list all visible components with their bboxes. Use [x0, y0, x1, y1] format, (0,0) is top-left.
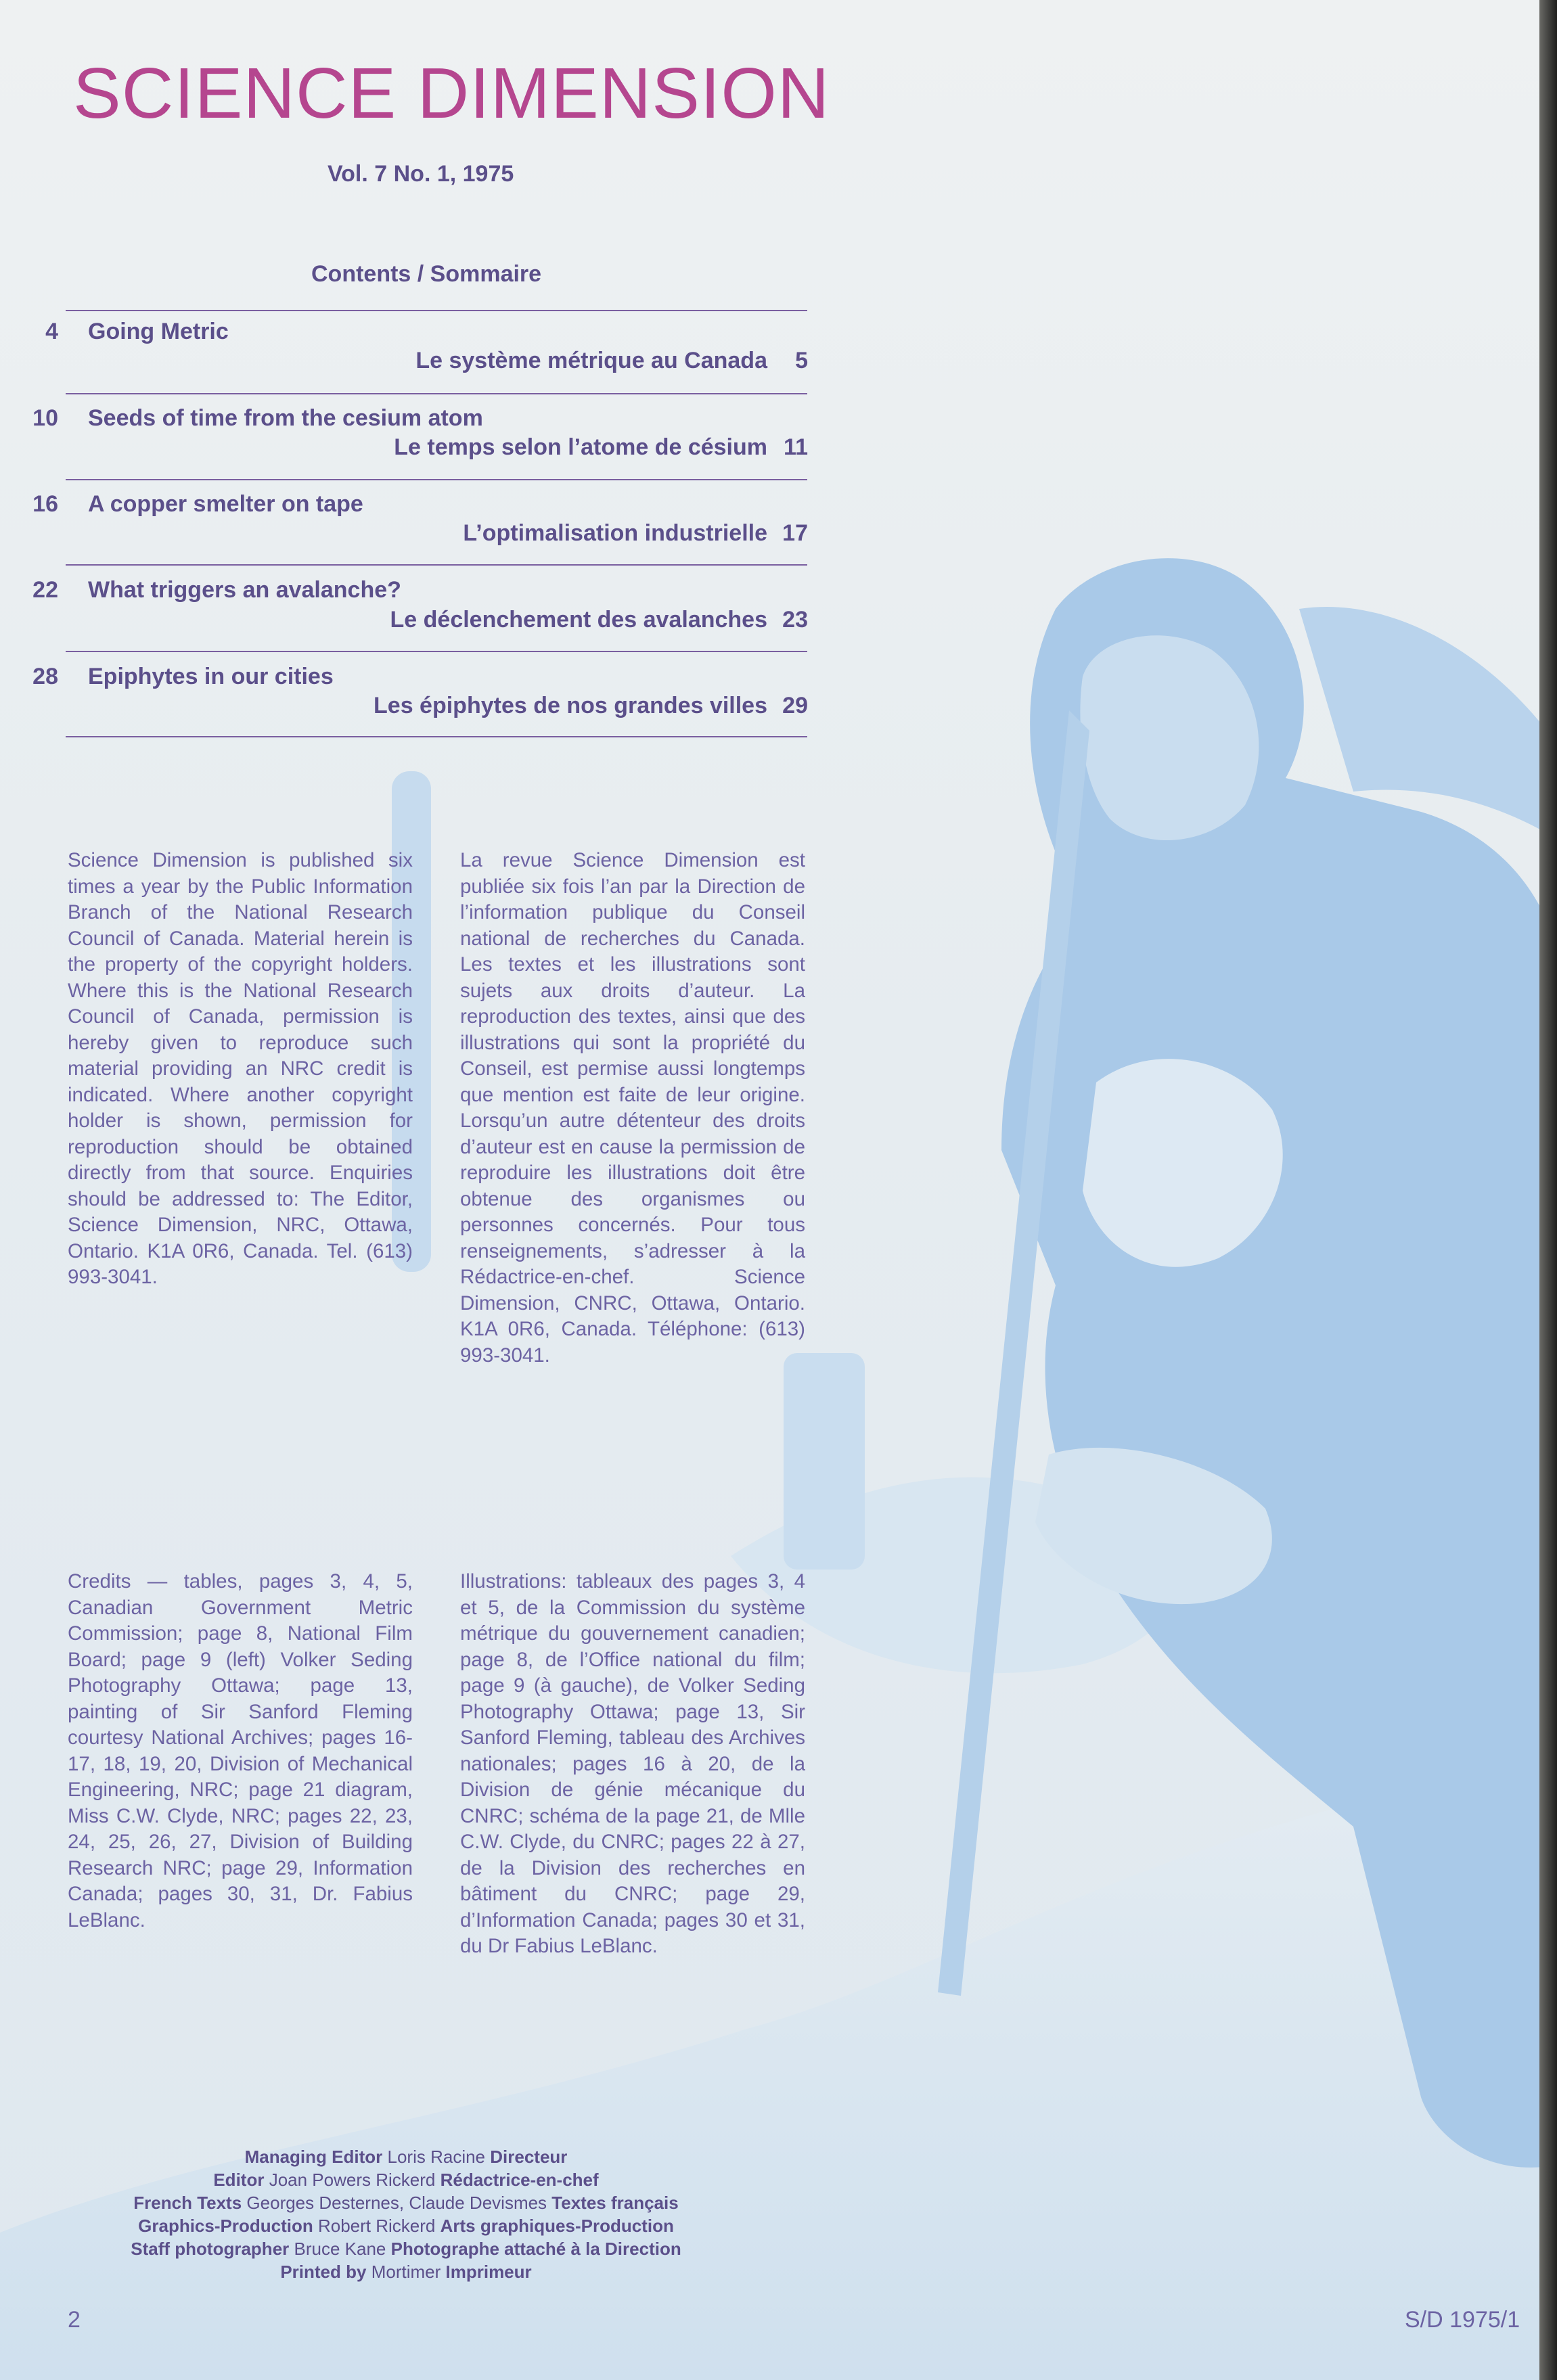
photo-credits-fr: Illustrations: tableaux des pages 3, 4 et 5, de la Commission du système métrique du gouvernement canadien; page 8, de l’Office national du film; page 9 (à gauche), de Volker Seding Photography Ottawa; page 13, Sir Sanford Fleming, tableau des Archives nationales; pages 16 à 20, de la Division de génie mécanique du CNRC; schéma de la page 21, de Mlle C.W. Clyde, du CNRC; pages 22 à 27, de la Division des recherches en bâtiment du CNRC; page 29, d’Information Canada; pages 30 et 31, du Dr Fabius LeBlanc.	[460, 1570, 805, 1957]
issue-label: Vol. 7 No. 1, 1975	[328, 161, 514, 187]
toc-page-en: 10	[32, 405, 58, 431]
toc-entry-fr	[374, 693, 808, 719]
toc-entry-en	[0, 577, 401, 603]
toc-title-fr: Le temps selon l’atome de césium	[394, 434, 767, 460]
staff-line	[68, 2191, 744, 2214]
toc-title-en: Epiphytes in our cities	[88, 664, 334, 689]
staff-line	[68, 2260, 744, 2283]
staff-role-en: French Texts	[133, 2193, 242, 2213]
toc-entry-en	[0, 664, 334, 690]
toc-divider	[66, 736, 807, 737]
staff-role-fr: Photographe attaché à la Direction	[390, 2239, 681, 2259]
staff-role-en: Managing Editor	[244, 2147, 383, 2167]
staff-line	[68, 2214, 744, 2237]
toc-title-en: Going Metric	[88, 319, 229, 344]
toc-title-fr: Les épiphytes de nos grandes villes	[374, 693, 767, 718]
toc-page-en: 4	[45, 319, 58, 344]
staff-role-fr: Rédactrice-en-chef	[440, 2170, 599, 2190]
toc-entry-fr	[394, 434, 808, 461]
toc-divider	[66, 651, 807, 652]
publication-notice-fr: La revue Science Dimension est publiée six fois l’an par la Direction de l’information publique du Conseil national de recherches du Canada. Les textes et les illustrations sont sujets aux droits d’auteur. La reproduction des textes, ainsi que des illustrations qui sont la propriété du Conseil, est permise aussi longtemps que mention est faite de leur origine. Lorsqu’un autre détenteur des droits d’auteur est en cause la permission de reproduire les illustrations doit être obtenue des organismes ou personnes concernés. Pour tous renseignements, s’adresser à la Rédactrice-en-chef. Science Dimension, CNRC, Ottawa, Ontario. K1A 0R6, Canada. Téléphone: (613) 993-3041.	[460, 849, 805, 1367]
staff-name: Joan Powers Rickerd	[269, 2170, 436, 2190]
toc-page-fr: 23	[782, 607, 808, 633]
staff-line	[68, 2168, 744, 2191]
toc-page-en: 16	[32, 491, 58, 517]
staff-name: Mortimer	[371, 2262, 441, 2282]
staff-role-fr: Imprimeur	[445, 2262, 532, 2282]
staff-role-en: Staff photographer	[131, 2239, 290, 2259]
toc-page-fr: 11	[784, 434, 808, 460]
staff-role-en: Printed by	[280, 2262, 367, 2282]
toc-entry-en	[0, 405, 483, 432]
contents-heading: Contents / Sommaire	[311, 261, 542, 287]
masthead-title: SCIENCE DIMENSION	[73, 53, 830, 133]
staff-name: Loris Racine	[387, 2147, 486, 2167]
toc-title-fr: L’optimalisation industrielle	[463, 520, 767, 546]
toc-page-fr: 17	[782, 520, 808, 546]
toc-page-en: 22	[32, 577, 58, 603]
toc-title-fr: Le système métrique au Canada	[415, 348, 767, 373]
issue-code: S/D 1975/1	[1405, 2307, 1520, 2333]
toc-divider	[66, 310, 807, 311]
toc-entry-en	[0, 491, 363, 518]
publication-notice-en: Science Dimension is published six times a year by the Public Information Branch of the National Research Council of Canada. Material herein is the property of the copyright holders. Where this is the National Research Council of Canada, permission is hereby given to reproduce such material providing an NRC credit is indicated. Where another copyright holder is shown, permission for reproduction should be obtained directly from that source. Enquiries should be addressed to: The Editor, Science Dimension, NRC, Ottawa, Ontario. K1A 0R6, Canada. Tel. (613) 993-3041.	[68, 849, 413, 1288]
staff-name: Georges Desternes, Claude Devismes	[246, 2193, 547, 2213]
toc-page-en: 28	[32, 664, 58, 689]
binding-spine	[1539, 0, 1557, 2380]
toc-divider	[66, 479, 807, 480]
page-number: 2	[68, 2307, 81, 2333]
toc-divider	[66, 564, 807, 566]
staff-name: Bruce Kane	[294, 2239, 386, 2259]
toc-title-fr: Le déclenchement des avalanches	[390, 607, 767, 633]
staff-line	[68, 2145, 744, 2168]
toc-title-en: Seeds of time from the cesium atom	[88, 405, 483, 431]
staff-role-fr: Directeur	[490, 2147, 568, 2167]
toc-page-fr: 5	[795, 348, 808, 373]
photo-credits-en: Credits — tables, pages 3, 4, 5, Canadian Government Metric Commission; page 8, National Film Board; page 9 (left) Volker Seding Photography Ottawa; page 13, painting of Sir Sanford Fleming courtesy National Archives; pages 16-17, 18, 19, 20, Division of Mechanical Engineering, NRC; page 21 diagram, Miss C.W. Clyde, NRC; pages 22, 23, 24, 25, 26, 27, Division of Building Research NRC; page 29, Information Canada; pages 30, 31, Dr. Fabius LeBlanc.	[68, 1570, 413, 1931]
toc-entry-en	[0, 319, 229, 345]
staff-credits	[68, 2145, 744, 2283]
toc-title-en: A copper smelter on tape	[88, 491, 363, 517]
toc-title-en: What triggers an avalanche?	[88, 577, 401, 603]
staff-role-fr: Textes français	[551, 2193, 679, 2213]
toc-entry-fr	[463, 520, 808, 547]
staff-role-en: Graphics-Production	[138, 2216, 313, 2236]
toc-page-fr: 29	[782, 693, 808, 718]
toc-entry-fr	[390, 607, 808, 633]
toc-entry-fr	[415, 348, 808, 374]
staff-name: Robert Rickerd	[317, 2216, 436, 2236]
staff-role-en: Editor	[213, 2170, 265, 2190]
toc-divider	[66, 393, 807, 394]
staff-line	[68, 2237, 744, 2260]
staff-role-fr: Arts graphiques-Production	[440, 2216, 674, 2236]
